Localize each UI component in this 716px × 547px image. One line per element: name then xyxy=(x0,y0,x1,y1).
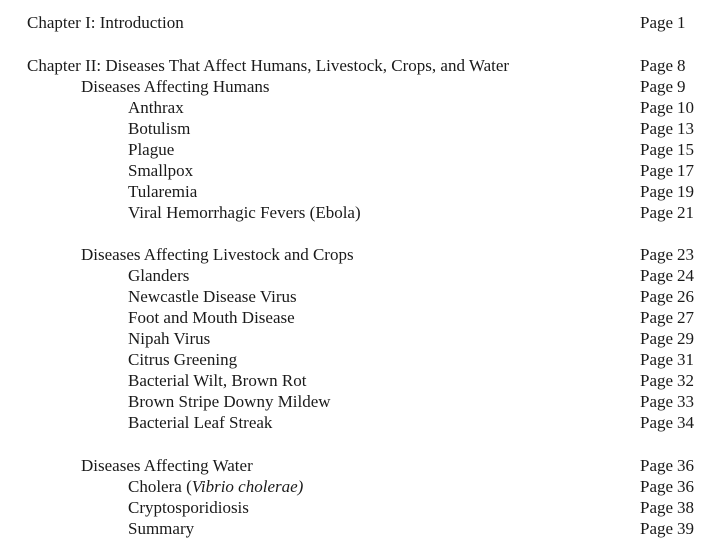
toc-entry-subsection[interactable] xyxy=(0,265,716,286)
toc-entry-subsection[interactable] xyxy=(0,97,716,118)
toc-entry-title: Tularemia xyxy=(128,182,198,201)
toc-entry-subsection[interactable] xyxy=(0,202,716,223)
toc-entry-page: Page 19 xyxy=(640,182,695,201)
toc-entry-page: Page 8 xyxy=(640,56,686,75)
toc-entry-chapter-2[interactable] xyxy=(0,55,716,76)
toc-entry-title: Chapter II: Diseases That Affect Humans, Livestock, Crops, and Water xyxy=(27,56,510,75)
toc-entry-subsection[interactable] xyxy=(0,118,716,139)
toc-entry-title: Citrus Greening xyxy=(128,350,238,369)
toc-entry-subsection[interactable] xyxy=(0,160,716,181)
toc-entry-page: Page 38 xyxy=(640,498,695,517)
toc-entry-title: Diseases Affecting Livestock and Crops xyxy=(81,245,354,264)
toc-entry-title: Glanders xyxy=(128,266,190,285)
toc-entry-title: Newcastle Disease Virus xyxy=(128,287,297,306)
toc-entry-title: Viral Hemorrhagic Fevers (Ebola) xyxy=(128,203,361,222)
toc-entry-page: Page 15 xyxy=(640,140,695,159)
toc-entry-title: Diseases Affecting Humans xyxy=(81,77,270,96)
toc-entry-page: Page 36 xyxy=(640,456,695,475)
toc-entry-section[interactable] xyxy=(0,244,716,265)
toc-entry-page: Page 29 xyxy=(640,329,695,348)
toc-entry-title: Nipah Virus xyxy=(128,329,211,348)
toc-entry-page: Page 24 xyxy=(640,266,695,285)
toc-entry-chapter-1[interactable] xyxy=(0,12,716,33)
toc-entry-title: Brown Stripe Downy Mildew xyxy=(128,392,331,411)
toc-entry-subsection[interactable] xyxy=(0,370,716,391)
toc-entry-page: Page 10 xyxy=(640,98,695,117)
toc-entry-page: Page 23 xyxy=(640,245,695,264)
toc-entry-page: Page 36 xyxy=(640,477,695,496)
toc-entry-page: Page 17 xyxy=(640,161,695,180)
toc-entry-page: Page 26 xyxy=(640,287,695,306)
toc-entry-title: Summary xyxy=(128,519,195,538)
toc-entry-title: Bacterial Wilt, Brown Rot xyxy=(128,371,307,390)
toc-entry-title: Bacterial Leaf Streak xyxy=(128,413,273,432)
toc-entry-page: Page 9 xyxy=(640,77,686,96)
toc-entry-page: Page 33 xyxy=(640,392,695,411)
toc-entry-page: Page 34 xyxy=(640,413,695,432)
toc-entry-title: Anthrax xyxy=(128,98,184,117)
toc-entry-subsection[interactable] xyxy=(0,349,716,370)
toc-entry-title: Botulism xyxy=(128,119,191,138)
toc-entry-subsection[interactable] xyxy=(0,139,716,160)
toc-entry-title: Foot and Mouth Disease xyxy=(128,308,295,327)
toc-entry-subsection[interactable] xyxy=(0,518,716,539)
toc-entry-subsection[interactable] xyxy=(0,476,716,497)
toc-entry-section[interactable] xyxy=(0,455,716,476)
toc-entry-page: Page 39 xyxy=(640,519,695,538)
toc-entry-title: Diseases Affecting Water xyxy=(81,456,253,475)
toc-entry-page: Page 21 xyxy=(640,203,695,222)
toc-entry-page: Page 13 xyxy=(640,119,695,138)
toc-entry-subsection[interactable] xyxy=(0,328,716,349)
toc-entry-title: Plague xyxy=(128,140,175,159)
toc-entry-page: Page 1 xyxy=(640,13,686,32)
toc-entry-title: Chapter I: Introduction xyxy=(27,13,184,32)
toc-entry-page: Page 32 xyxy=(640,371,695,390)
toc-entry-subsection[interactable] xyxy=(0,412,716,433)
toc-entry-page: Page 27 xyxy=(640,308,695,327)
toc-entry-subsection[interactable] xyxy=(0,391,716,412)
toc-entry-section[interactable] xyxy=(0,76,716,97)
toc-entry-title: Smallpox xyxy=(128,161,194,180)
toc-entry-subsection[interactable] xyxy=(0,497,716,518)
toc-entry-title: Cholera (Vibrio cholerae) xyxy=(128,477,304,496)
toc-entry-subsection[interactable] xyxy=(0,307,716,328)
toc-entry-title: Cryptosporidiosis xyxy=(128,498,249,517)
toc-entry-subsection[interactable] xyxy=(0,181,716,202)
toc-entry-page: Page 31 xyxy=(640,350,695,369)
toc-entry-subsection[interactable] xyxy=(0,286,716,307)
